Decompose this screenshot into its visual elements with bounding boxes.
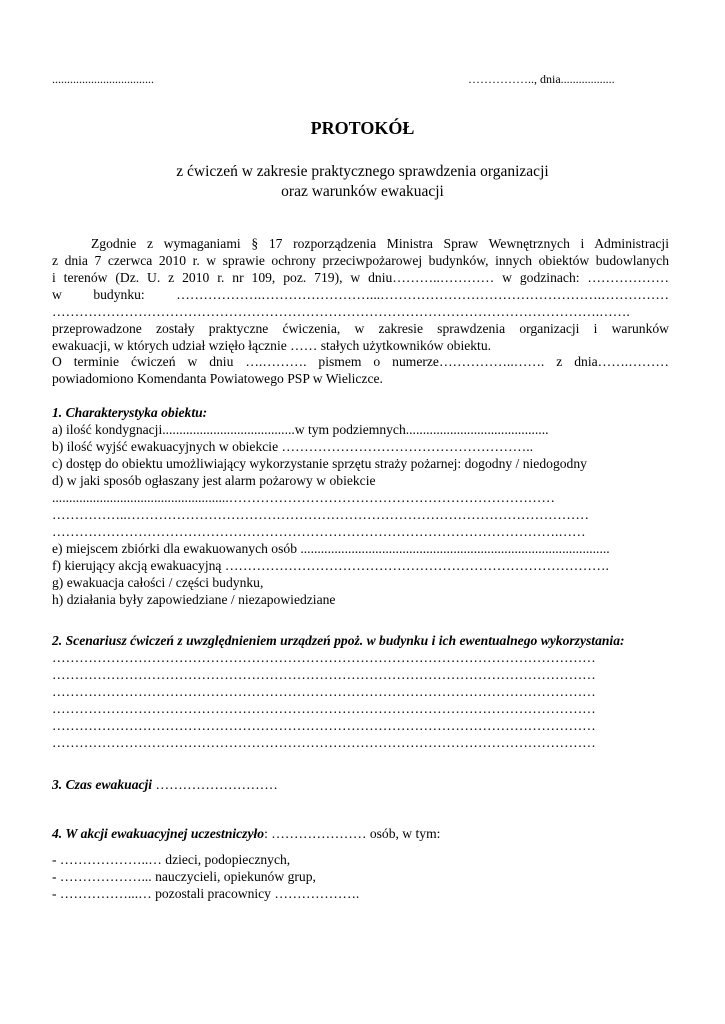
section-3-heading: 3. Czas ewakuacji xyxy=(52,777,153,792)
section-2-heading: 2. Scenariusz ćwiczeń z uwzględnieniem urządzeń ppoż. w budynku i ich ewentualnego wykorzystania: xyxy=(52,633,625,648)
item-e: e) miejscem zbiórki dla ewakuowanych osób ........................................................................................... xyxy=(52,541,610,556)
date-line: …………….., dnia.................. xyxy=(468,72,615,86)
item-b: b) ilość wyjść ewakuacyjnych w obiekcie ……………………………………………….. xyxy=(52,439,533,454)
participants-count: : ………………… osób, w tym: xyxy=(264,826,441,841)
intro-line-3: i terenów (Dz. U. z 2010 r. nr 109, poz. 719), w dniu………..………… w godzinach: ……………… xyxy=(52,270,669,285)
document-title: PROTOKÓŁ xyxy=(310,118,415,138)
participants-staff: - ……………...… pozostali pracownicy ………………. xyxy=(52,886,360,901)
item-d-line-1: ....................................................……………………………………………………………… xyxy=(52,490,555,505)
scenario-line-1: ………………………………………………………………………………………………………… xyxy=(52,650,596,665)
participants-children: - ………………..… dzieci, podopiecznych, xyxy=(52,852,291,867)
item-a: a) ilość kondygnacji.......................................w tym podziemnych.......................................... xyxy=(52,422,549,437)
section-3 xyxy=(52,777,278,793)
intro-line-5: ………………………………………………………………………………………………………….……. xyxy=(52,304,630,319)
intro-line-6: przeprowadzone zostały praktyczne ćwiczenia, w zakresie sprawdzenia organizacji i warunków xyxy=(52,321,669,336)
intro-line-8: O terminie ćwiczeń w dniu ….………. pismem o numerze……………..……. z dnia…….……… xyxy=(52,354,669,369)
scenario-line-4: ………………………………………………………………………………………………………… xyxy=(52,701,596,716)
intro-line-1: Zgodnie z wymaganiami § 17 rozporządzenia Ministra Spraw Wewnętrznych i Administracji xyxy=(91,236,669,251)
item-d-line-2: ……………..………………………………………………………………………………………… xyxy=(52,507,589,522)
scenario-line-5: ………………………………………………………………………………………………………… xyxy=(52,718,596,733)
item-f: f) kierujący akcją ewakuacyjną …………………………………………………………………………. xyxy=(52,558,609,573)
section-1-heading: 1. Charakterystyka obiektu: xyxy=(52,405,208,420)
item-h: h) działania były zapowiedziane / niezapowiedziane xyxy=(52,592,336,607)
scenario-line-2: ………………………………………………………………………………………………………… xyxy=(52,667,596,682)
intro-line-9: powiadomiono Komendanta Powiatowego PSP w Wieliczce. xyxy=(52,371,383,386)
place-blank: .................................. xyxy=(52,72,154,86)
evacuation-time-blank: ……………………… xyxy=(152,777,278,792)
intro-line-7: ewakuacji, w których udział wzięło łącznie …… stałych użytkowników obiektu. xyxy=(52,338,492,353)
item-d: d) w jaki sposób ogłaszany jest alarm pożarowy w obiekcie xyxy=(52,473,376,488)
scenario-line-3: ………………………………………………………………………………………………………… xyxy=(52,684,596,699)
item-d-line-3: ………………………………………………………………………………………………….…… xyxy=(52,524,586,539)
item-g: g) ewakuacja całości / części budynku, xyxy=(52,575,264,590)
section-4 xyxy=(52,826,440,842)
intro-line-2: z dnia 7 czerwca 2010 r. w sprawie ochrony przeciwpożarowej budynków, innych obiektów budowlanych xyxy=(52,253,669,268)
scenario-line-6: ………………………………………………………………………………………………………… xyxy=(52,735,596,750)
subtitle-line-2: oraz warunków ewakuacji xyxy=(281,183,444,200)
item-c: c) dostęp do obiektu umożliwiający wykorzystanie sprzętu straży pożarnej: dogodny / niedogodny xyxy=(52,456,587,471)
participants-teachers: - ………………... nauczycieli, opiekunów grup, xyxy=(52,869,316,884)
subtitle-line-1: z ćwiczeń w zakresie praktycznego sprawdzenia organizacji xyxy=(176,163,549,180)
intro-line-4: w budynku: ……………….……………………...………………………………………….…………… xyxy=(52,287,669,302)
section-4-heading: 4. W akcji ewakuacyjnej uczestniczyło xyxy=(52,826,265,841)
